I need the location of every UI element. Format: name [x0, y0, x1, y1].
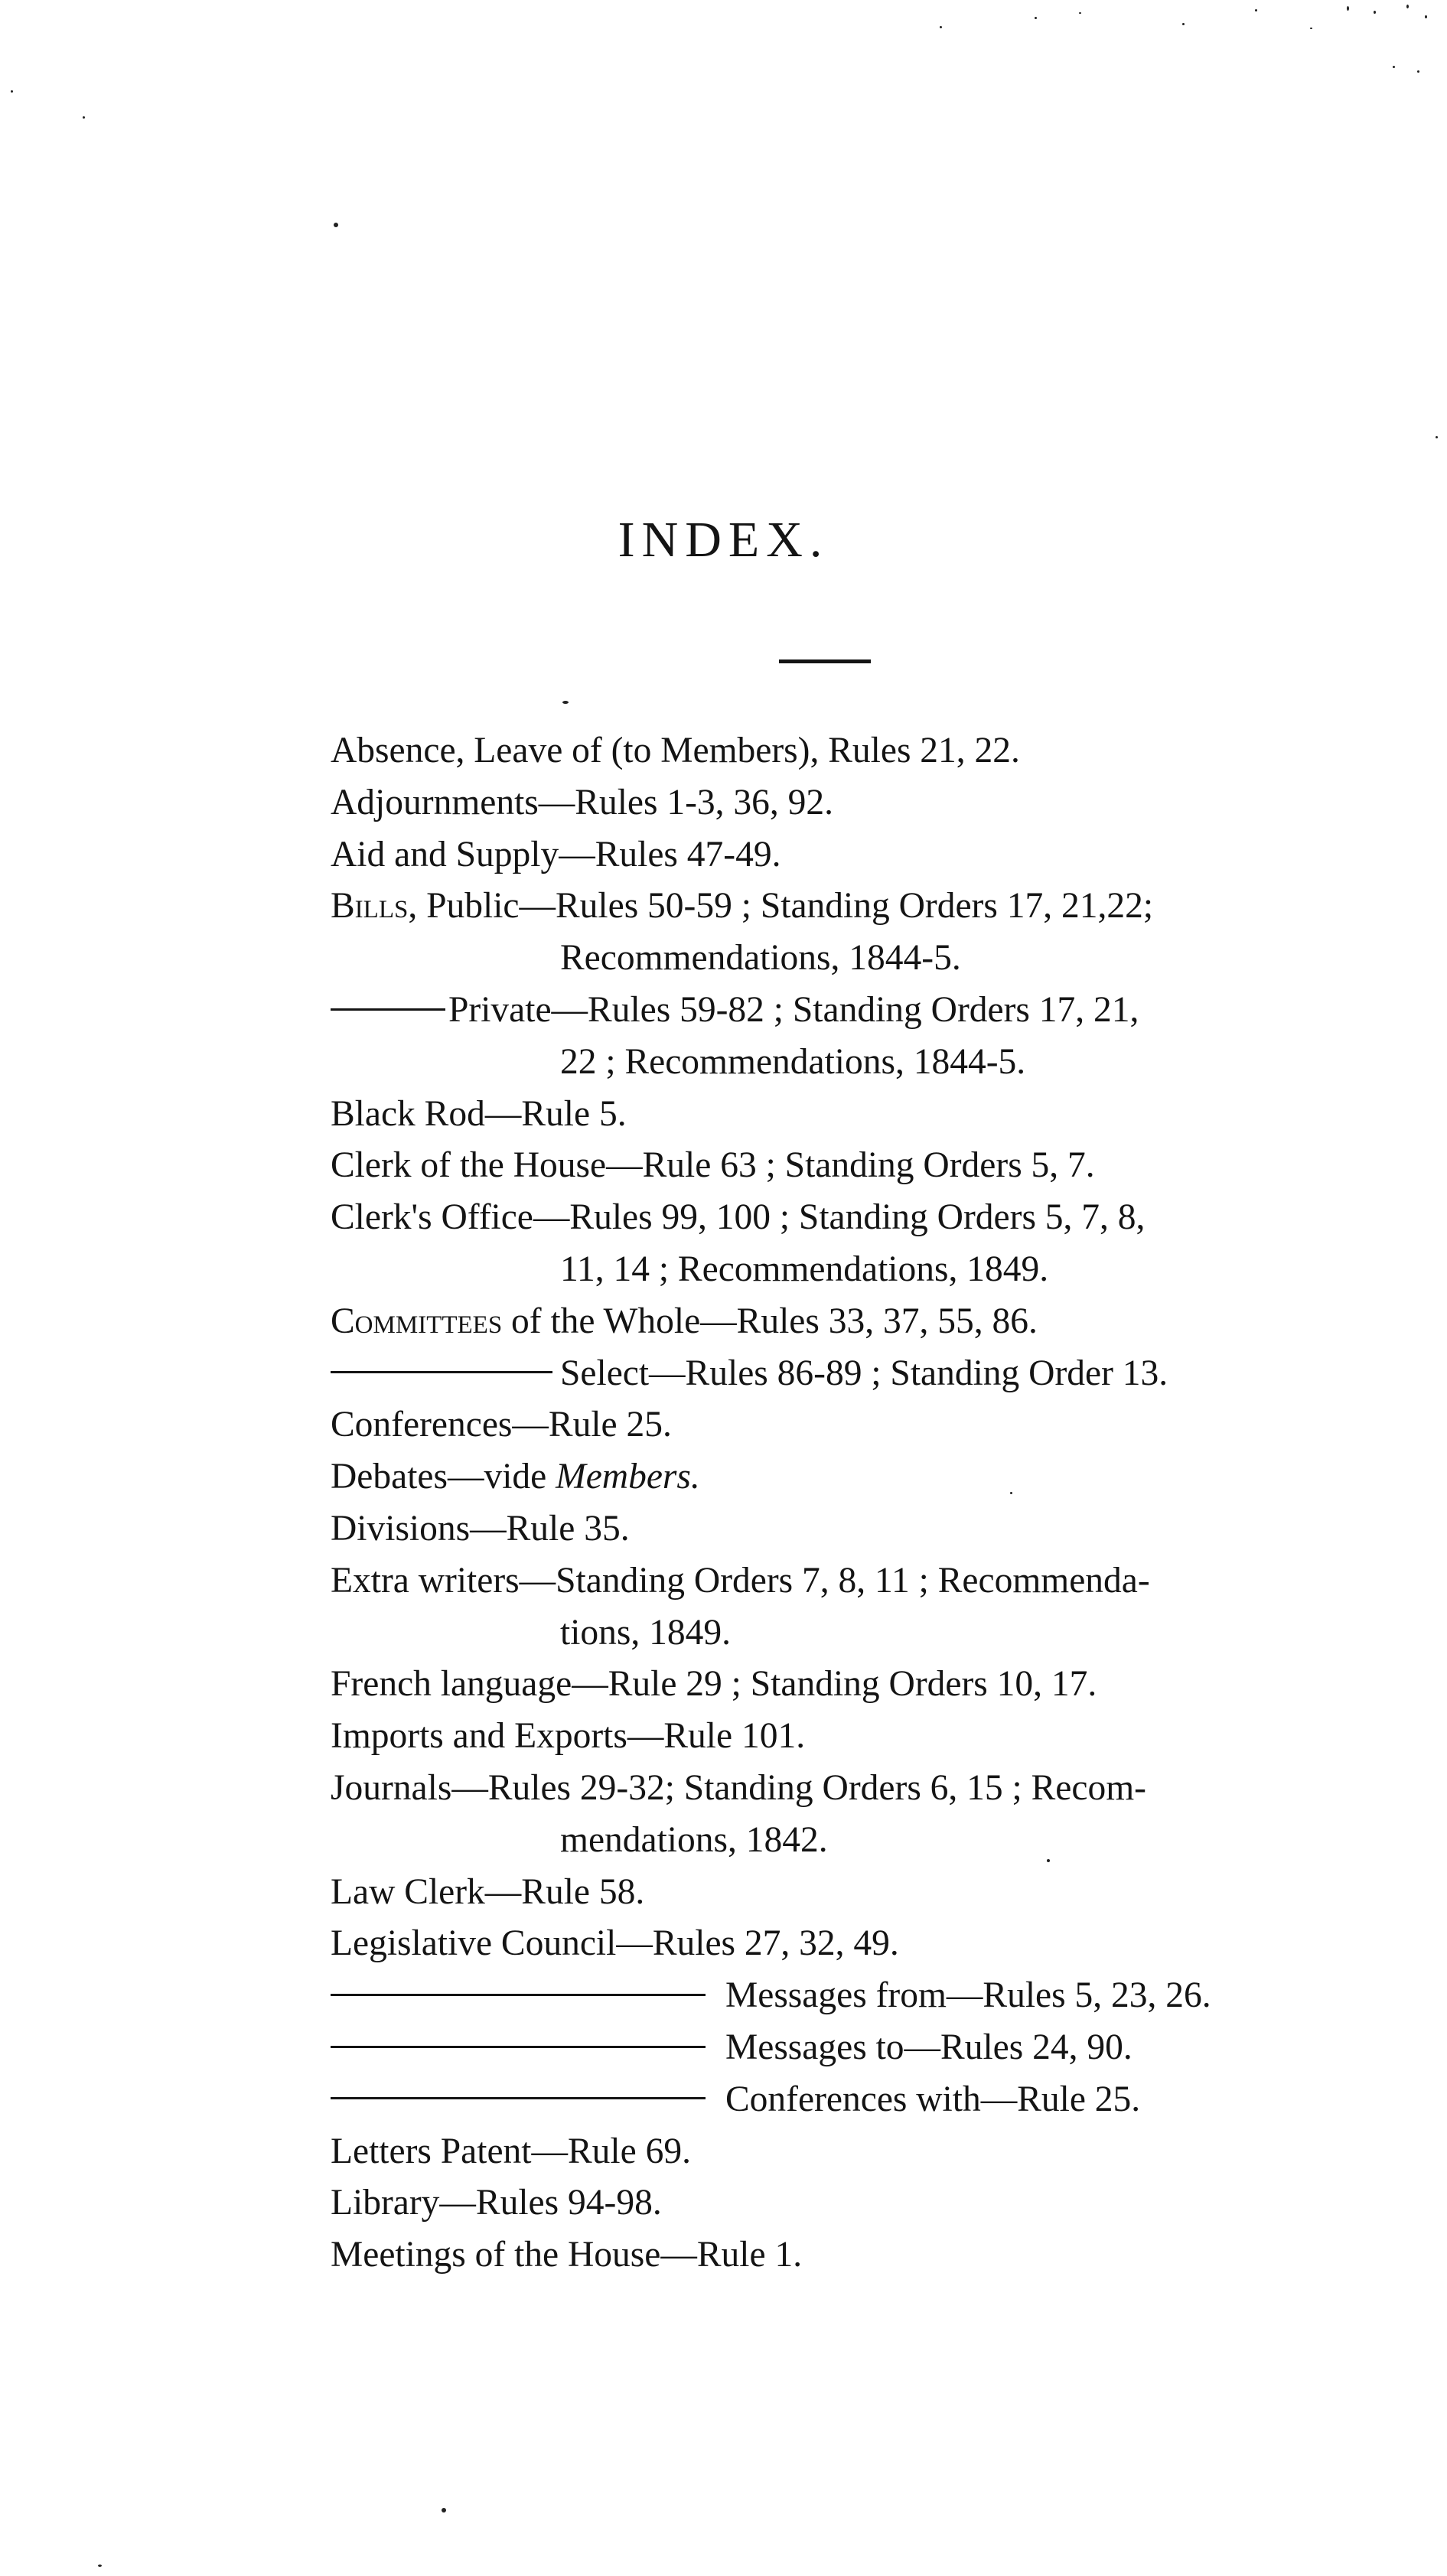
- scan-speck: [1182, 23, 1185, 25]
- index-entry-bills-public: Bills, Public—Rules 50-59 ; Standing Orders 17, 21,22;: [331, 886, 1154, 927]
- scan-speck: [940, 26, 942, 28]
- scan-speck: [1310, 28, 1312, 29]
- index-entry-continuation: mendations, 1842.: [560, 1819, 828, 1860]
- index-entry-divisions: Divisions—Rule 35.: [331, 1508, 630, 1549]
- index-entry-committees-whole: Committees of the Whole—Rules 33, 37, 55, 86.: [331, 1301, 1038, 1341]
- index-entry-council-conferences: Conferences with—Rule 25.: [331, 2074, 1348, 2126]
- index-entry-french-language: French language—Rule 29 ; Standing Orders 10, 17.: [331, 1664, 1097, 1705]
- index-entry-black-rod: Black Rod—Rule 5.: [331, 1093, 627, 1134]
- scan-speck: [334, 223, 338, 227]
- index-entry-law-clerk: Law Clerk—Rule 58.: [331, 1871, 645, 1912]
- index-entry-absence: Absence, Leave of (to Members), Rules 21, 22.: [331, 731, 1020, 770]
- index-entry-debates: Debates—vide Members.: [331, 1457, 700, 1497]
- index-entry-continuation: 22 ; Recommendations, 1844-5.: [560, 1041, 1026, 1082]
- scan-speck: [442, 2508, 446, 2512]
- index-heading: Bills: [331, 886, 409, 927]
- index-entry-continuation: 11, 14 ; Recommendations, 1849.: [560, 1249, 1049, 1289]
- page-title: INDEX.: [618, 512, 829, 568]
- index-list: [331, 725, 1348, 2281]
- scan-speck: [562, 701, 569, 704]
- ditto-dash: [331, 1371, 552, 1373]
- index-heading: Committees: [331, 1301, 503, 1341]
- scan-speck: [1425, 15, 1427, 18]
- ditto-dash: [331, 2097, 706, 2099]
- index-entry-legislative-council: Legislative Council—Rules 27, 32, 49.: [331, 1923, 899, 1964]
- scan-speck: [83, 116, 85, 119]
- index-entry-council-messages-to: Messages to—Rules 24, 90.: [331, 2022, 1348, 2074]
- title-rule: [779, 659, 871, 663]
- index-entry-adjournments: Adjournments—Rules 1-3, 36, 92.: [331, 782, 834, 822]
- ditto-dash: [331, 2046, 706, 2048]
- scan-speck: [1393, 66, 1395, 68]
- index-entry-library: Library—Rules 94-98.: [331, 2183, 662, 2223]
- index-entry-clerk-house: Clerk of the House—Rule 63 ; Standing Orders 5, 7.: [331, 1145, 1095, 1186]
- scan-speck: [1079, 12, 1081, 14]
- index-entry-continuation: Recommendations, 1844-5.: [560, 938, 961, 979]
- scan-speck: [1255, 9, 1257, 11]
- index-entry-conferences: Conferences—Rule 25.: [331, 1405, 672, 1445]
- scan-speck: [11, 90, 13, 93]
- ditto-dash: [331, 1994, 706, 1996]
- scan-speck: [1347, 6, 1349, 11]
- index-entry-continuation: tions, 1849.: [560, 1612, 732, 1653]
- index-entry-letters-patent: Letters Patent—Rule 69.: [331, 2131, 691, 2171]
- index-entry-clerks-office: Clerk's Office—Rules 99, 100 ; Standing Orders 5, 7, 8,: [331, 1197, 1146, 1238]
- scan-speck: [98, 2565, 102, 2567]
- scan-speck: [1436, 436, 1438, 438]
- scan-speck: [1010, 1492, 1012, 1494]
- index-entry-bills-private: Private—Rules 59-82 ; Standing Orders 17, 21,: [331, 985, 1348, 1037]
- ditto-dash: [331, 1008, 445, 1011]
- index-entry-council-messages-from: Messages from—Rules 5, 23, 26.: [331, 1970, 1348, 2022]
- index-entry-imports-exports: Imports and Exports—Rule 101.: [331, 1716, 806, 1757]
- scan-speck: [1406, 5, 1409, 8]
- index-entry-extra-writers: Extra writers—Standing Orders 7, 8, 11 ; Recommenda-: [331, 1560, 1150, 1601]
- index-entry-committees-select: Select—Rules 86-89 ; Standing Order 13.: [331, 1348, 1348, 1400]
- scan-speck: [1417, 70, 1419, 73]
- index-entry-meetings: Meetings of the House—Rule 1.: [331, 2235, 803, 2275]
- scan-speck: [1035, 17, 1037, 19]
- scan-speck: [1374, 11, 1376, 14]
- index-entry-aid-supply: Aid and Supply—Rules 47-49.: [331, 834, 781, 874]
- scan-speck: [1047, 1859, 1050, 1862]
- index-entry-journals: Journals—Rules 29-32; Standing Orders 6, 15 ; Recom-: [331, 1767, 1146, 1808]
